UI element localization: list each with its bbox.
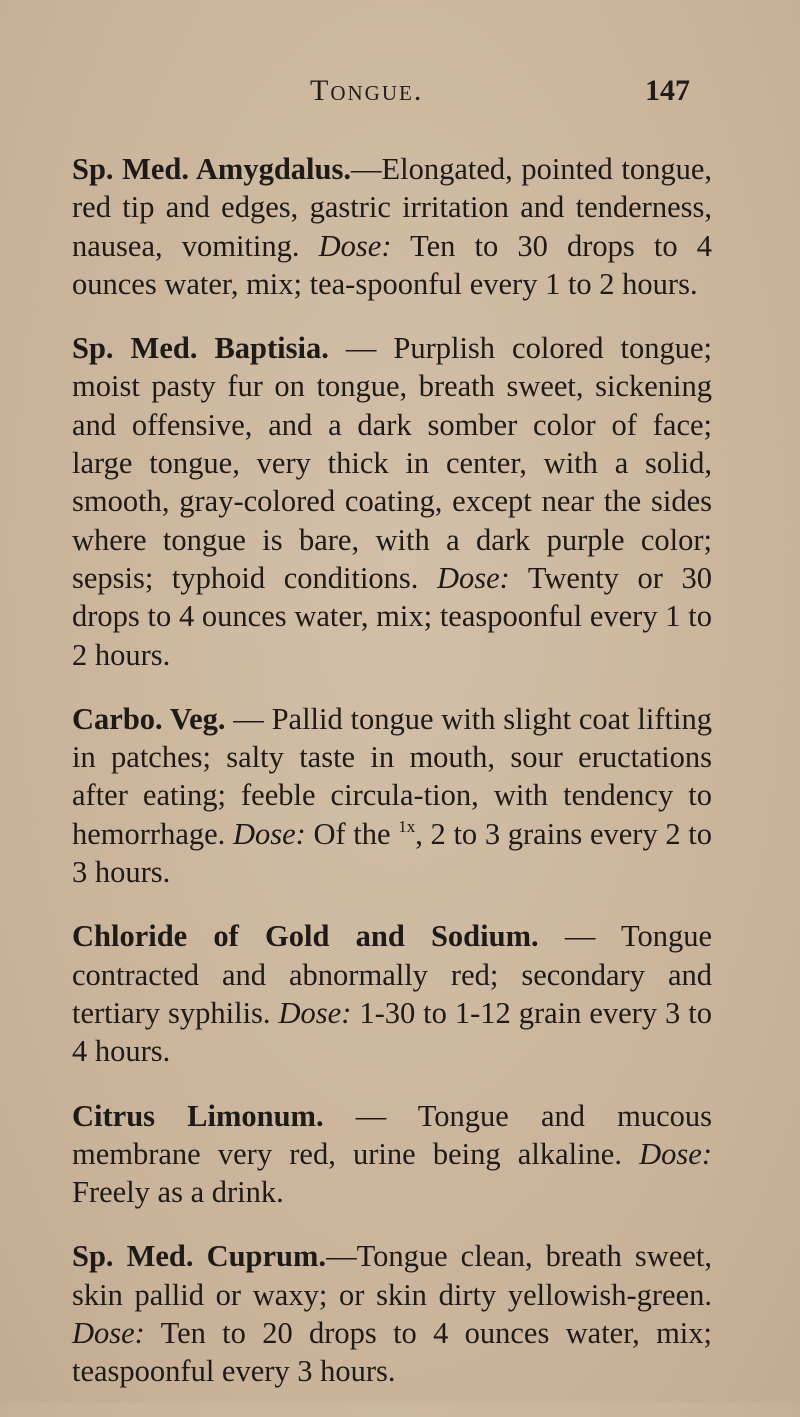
entry-term: Chloride of Gold and Sodium. [72, 919, 539, 954]
potency-superscript: 1x [398, 816, 416, 836]
entry-term: Carbo. Veg. [72, 701, 226, 736]
entry-term: Sp. Med. Amygdalus. [72, 152, 351, 186]
dose-label: Dose: [437, 560, 510, 595]
dose-label: Dose: [639, 1136, 712, 1171]
entry-citrus-limonum [72, 1097, 712, 1212]
body-text [72, 150, 712, 1417]
entry-description: — Tongue contracted and abnormally red; secondary and tertiary syphilis. [72, 919, 712, 1030]
running-head [0, 74, 800, 114]
entry-description: — Pallid tongue with slight coat lifting in patches; salty taste in mouth, sour eructations after eating; feeble circula-tion, with tendency to hemorrhage. [72, 701, 712, 851]
dose-label: Dose: [278, 995, 352, 1030]
running-head-title: Tongue. [310, 74, 424, 107]
entry-chloride-of-gold-and-sodium [72, 917, 712, 1070]
dose-instructions: Ten to 20 drops to 4 ounces water, mix; teaspoonful every 3 hours. [72, 1316, 712, 1389]
entry-description: — Tongue and mucous membrane very red, urine being alkaline. [72, 1098, 712, 1171]
dose-instructions: Of the [305, 816, 399, 851]
dose-instructions: Twenty or 30 drops to 4 ounces water, mix; teaspoonful every 1 to 2 hours. [72, 560, 712, 672]
entry-term: Sp. Med. Baptisia. [72, 331, 329, 366]
dose-label: Dose: [232, 816, 306, 851]
dose-label: Dose: [318, 228, 392, 263]
entry-carbo-veg [72, 700, 712, 891]
dose-instructions: Ten to 30 drops to 4 ounces water, mix; tea-spoonful every 1 to 2 hours. [72, 228, 712, 301]
entry-amygdalus [72, 150, 712, 303]
dose-label: Dose: [72, 1316, 145, 1351]
dose-instructions: 1-30 to 1-12 grain every 3 to 4 hours. [72, 995, 712, 1069]
entry-description: —Elongated, pointed tongue, red tip and edges, gastric irritation and tenderness, nausea, vomiting. [72, 152, 713, 263]
entry-term: Citrus Limonum. [72, 1098, 324, 1133]
page-number: 147 [645, 74, 690, 107]
dose-instructions-continued: , 2 to 3 grains every 2 to 3 hours. [72, 816, 713, 890]
dose-instructions: Freely as a drink. [72, 1175, 284, 1210]
entry-description: — Purplish colored tongue; moist pasty fur on tongue, breath sweet, sickening and offensive, and a dark somber color of face; large tongue, very thick in center, with a solid, smooth, gray-colored coating, except near the sides where tongue is bare, with a dark purple color; sepsis; typhoid conditions. [72, 331, 712, 595]
entry-cuprum [72, 1237, 712, 1390]
entry-description: —Tongue clean, breath sweet, skin pallid or waxy; or skin dirty yellowish-green. [72, 1239, 712, 1312]
entry-term: Sp. Med. Cuprum. [72, 1239, 327, 1274]
entry-baptisia [72, 329, 712, 674]
